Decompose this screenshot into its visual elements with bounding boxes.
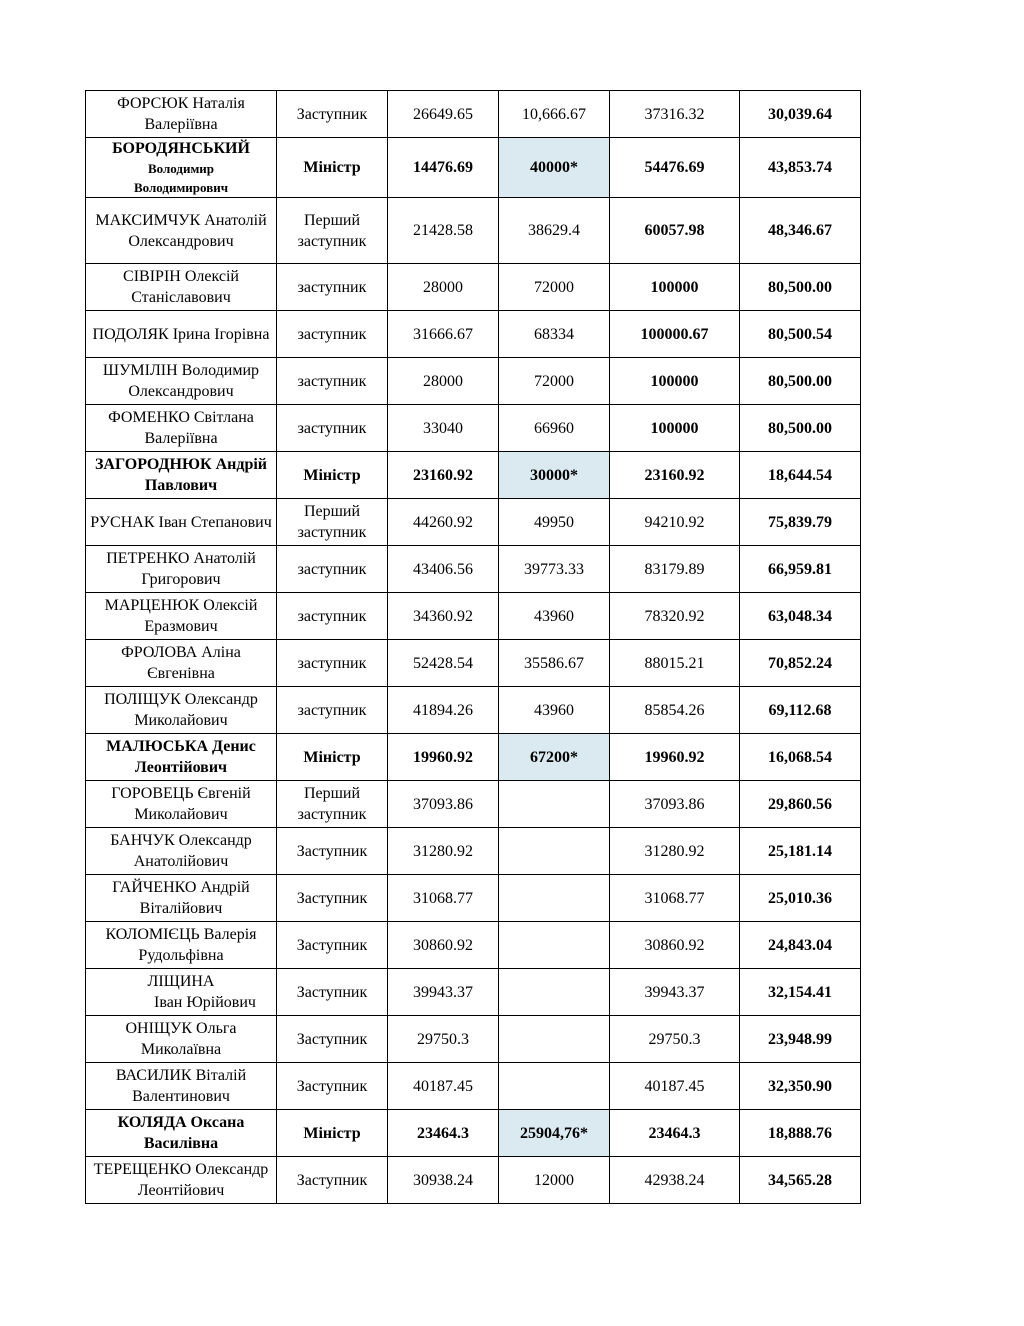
cell-value-2: 43960 <box>499 687 610 734</box>
cell-position: Перший заступник <box>277 781 388 828</box>
cell-position: заступник <box>277 546 388 593</box>
cell-name: КОЛЯДА Оксана Василівна <box>86 1110 277 1157</box>
table-row <box>86 922 861 969</box>
name-first: Володимир <box>147 161 215 176</box>
cell-value-4: 75,839.79 <box>740 499 861 546</box>
cell-value-2: 12000 <box>499 1157 610 1204</box>
cell-name: МАРЦЕНЮК Олексій Еразмович <box>86 593 277 640</box>
cell-position: заступник <box>277 593 388 640</box>
name-surname: ЛІЩИНА <box>147 973 215 990</box>
cell-value-1: 43406.56 <box>388 546 499 593</box>
cell-value-2: 38629.4 <box>499 198 610 264</box>
cell-value-2: 25904,76* <box>499 1110 610 1157</box>
cell-value-1: 30938.24 <box>388 1157 499 1204</box>
cell-value-3: 31280.92 <box>610 828 740 875</box>
name-surname: БОРОДЯНСЬКИЙ <box>112 140 250 157</box>
cell-value-3: 40187.45 <box>610 1063 740 1110</box>
cell-value-2: 40000* <box>499 138 610 198</box>
cell-value-1: 31280.92 <box>388 828 499 875</box>
table-row <box>86 546 861 593</box>
cell-value-2: 10,666.67 <box>499 91 610 138</box>
cell-value-1: 34360.92 <box>388 593 499 640</box>
cell-position: Міністр <box>277 138 388 198</box>
cell-value-2: 72000 <box>499 264 610 311</box>
cell-value-4: 29,860.56 <box>740 781 861 828</box>
cell-value-1: 28000 <box>388 264 499 311</box>
cell-name: РУСНАК Іван Степанович <box>86 499 277 546</box>
cell-value-3: 30860.92 <box>610 922 740 969</box>
cell-position: Перший заступник <box>277 499 388 546</box>
cell-value-1: 40187.45 <box>388 1063 499 1110</box>
cell-name: ЗАГОРОДНЮК Андрій Павлович <box>86 452 277 499</box>
cell-value-4: 25,010.36 <box>740 875 861 922</box>
cell-value-1: 19960.92 <box>388 734 499 781</box>
cell-name <box>86 969 277 1016</box>
cell-value-4: 48,346.67 <box>740 198 861 264</box>
name-given: Іван Юрійович <box>154 994 256 1011</box>
cell-value-2 <box>499 781 610 828</box>
cell-value-4: 43,853.74 <box>740 138 861 198</box>
cell-position: Заступник <box>277 875 388 922</box>
cell-value-3: 85854.26 <box>610 687 740 734</box>
cell-value-3: 83179.89 <box>610 546 740 593</box>
table-row <box>86 405 861 452</box>
cell-position: Заступник <box>277 969 388 1016</box>
cell-position: Заступник <box>277 1157 388 1204</box>
cell-name: ФОМЕНКО Світлана Валеріївна <box>86 405 277 452</box>
cell-value-1: 30860.92 <box>388 922 499 969</box>
cell-value-3: 100000 <box>610 264 740 311</box>
cell-position: Міністр <box>277 1110 388 1157</box>
cell-value-1: 41894.26 <box>388 687 499 734</box>
cell-position: Міністр <box>277 734 388 781</box>
cell-value-2 <box>499 828 610 875</box>
cell-name <box>86 138 277 198</box>
cell-value-2 <box>499 1016 610 1063</box>
cell-name: БАНЧУК Олександр Анатолійович <box>86 828 277 875</box>
cell-value-1: 39943.37 <box>388 969 499 1016</box>
cell-value-1: 26649.65 <box>388 91 499 138</box>
cell-name: МАЛЮСЬКА Денис Леонтійович <box>86 734 277 781</box>
cell-value-1: 23160.92 <box>388 452 499 499</box>
cell-position: заступник <box>277 311 388 358</box>
cell-value-2: 66960 <box>499 405 610 452</box>
table-row <box>86 358 861 405</box>
table-row <box>86 1016 861 1063</box>
cell-name: ФРОЛОВА Аліна Євгенівна <box>86 640 277 687</box>
cell-value-2: 68334 <box>499 311 610 358</box>
cell-value-4: 70,852.24 <box>740 640 861 687</box>
cell-value-4: 18,644.54 <box>740 452 861 499</box>
cell-value-3: 100000 <box>610 405 740 452</box>
cell-value-4: 66,959.81 <box>740 546 861 593</box>
cell-value-4: 69,112.68 <box>740 687 861 734</box>
cell-value-4: 80,500.00 <box>740 264 861 311</box>
cell-name: ФОРСЮК Наталія Валеріївна <box>86 91 277 138</box>
cell-value-3: 88015.21 <box>610 640 740 687</box>
cell-position: Заступник <box>277 1063 388 1110</box>
cell-position: Заступник <box>277 91 388 138</box>
cell-name: ШУМІЛІН Володимир Олександрович <box>86 358 277 405</box>
cell-position: Заступник <box>277 1016 388 1063</box>
cell-value-4: 18,888.76 <box>740 1110 861 1157</box>
table-row <box>86 875 861 922</box>
cell-value-2 <box>499 1063 610 1110</box>
table-row <box>86 198 861 264</box>
cell-value-1: 28000 <box>388 358 499 405</box>
cell-value-2: 39773.33 <box>499 546 610 593</box>
cell-value-2 <box>499 875 610 922</box>
cell-name: ВАСИЛИК Віталій Валентинович <box>86 1063 277 1110</box>
cell-value-2: 43960 <box>499 593 610 640</box>
cell-value-3: 100000 <box>610 358 740 405</box>
cell-value-3: 37093.86 <box>610 781 740 828</box>
cell-value-3: 29750.3 <box>610 1016 740 1063</box>
cell-value-2: 30000* <box>499 452 610 499</box>
cell-value-4: 32,350.90 <box>740 1063 861 1110</box>
cell-value-1: 37093.86 <box>388 781 499 828</box>
cell-value-1: 29750.3 <box>388 1016 499 1063</box>
cell-name: ТЕРЕЩЕНКО Олександр Леонтійович <box>86 1157 277 1204</box>
table-row <box>86 452 861 499</box>
table-row <box>86 499 861 546</box>
cell-value-3: 78320.92 <box>610 593 740 640</box>
cell-value-4: 23,948.99 <box>740 1016 861 1063</box>
cell-position: Заступник <box>277 828 388 875</box>
cell-value-4: 16,068.54 <box>740 734 861 781</box>
cell-value-3: 94210.92 <box>610 499 740 546</box>
cell-value-3: 23160.92 <box>610 452 740 499</box>
cell-value-3: 19960.92 <box>610 734 740 781</box>
cell-position: Перший заступник <box>277 198 388 264</box>
cell-value-2: 35586.67 <box>499 640 610 687</box>
cell-value-1: 44260.92 <box>388 499 499 546</box>
table-row <box>86 640 861 687</box>
table-row <box>86 1063 861 1110</box>
cell-name: МАКСИМЧУК Анатолій Олександрович <box>86 198 277 264</box>
cell-value-1: 23464.3 <box>388 1110 499 1157</box>
table-row <box>86 593 861 640</box>
table-row <box>86 138 861 198</box>
cell-position: заступник <box>277 358 388 405</box>
table-row <box>86 311 861 358</box>
cell-name: КОЛОМІЄЦЬ Валерія Рудольфівна <box>86 922 277 969</box>
cell-value-1: 33040 <box>388 405 499 452</box>
cell-value-2 <box>499 922 610 969</box>
cell-value-4: 25,181.14 <box>740 828 861 875</box>
cell-value-1: 14476.69 <box>388 138 499 198</box>
salary-table <box>85 90 861 1204</box>
cell-position: заступник <box>277 640 388 687</box>
cell-name: ПЕТРЕНКО Анатолій Григорович <box>86 546 277 593</box>
cell-name: ГАЙЧЕНКО Андрій Віталійович <box>86 875 277 922</box>
cell-value-1: 31068.77 <box>388 875 499 922</box>
cell-value-4: 34,565.28 <box>740 1157 861 1204</box>
table-row <box>86 1110 861 1157</box>
cell-value-4: 80,500.54 <box>740 311 861 358</box>
cell-value-3: 54476.69 <box>610 138 740 198</box>
cell-value-4: 32,154.41 <box>740 969 861 1016</box>
cell-value-2 <box>499 969 610 1016</box>
cell-value-1: 52428.54 <box>388 640 499 687</box>
cell-position: Міністр <box>277 452 388 499</box>
cell-name: ПОДОЛЯК Ірина Ігорівна <box>86 311 277 358</box>
cell-name: ОНІЩУК Ольга Миколаївна <box>86 1016 277 1063</box>
cell-name: ПОЛІЩУК Олександр Миколайович <box>86 687 277 734</box>
cell-position: заступник <box>277 405 388 452</box>
cell-value-2: 72000 <box>499 358 610 405</box>
table-row <box>86 781 861 828</box>
cell-value-3: 42938.24 <box>610 1157 740 1204</box>
cell-position: Заступник <box>277 922 388 969</box>
table-row <box>86 1157 861 1204</box>
cell-value-2: 49950 <box>499 499 610 546</box>
cell-value-4: 63,048.34 <box>740 593 861 640</box>
table-row <box>86 969 861 1016</box>
cell-value-4: 80,500.00 <box>740 405 861 452</box>
cell-value-4: 80,500.00 <box>740 358 861 405</box>
cell-value-1: 31666.67 <box>388 311 499 358</box>
cell-value-3: 100000.67 <box>610 311 740 358</box>
cell-position: заступник <box>277 264 388 311</box>
table-row <box>86 687 861 734</box>
cell-value-3: 37316.32 <box>610 91 740 138</box>
cell-value-3: 23464.3 <box>610 1110 740 1157</box>
cell-value-4: 30,039.64 <box>740 91 861 138</box>
cell-value-2: 67200* <box>499 734 610 781</box>
cell-value-1: 21428.58 <box>388 198 499 264</box>
cell-value-3: 60057.98 <box>610 198 740 264</box>
cell-name: СІВІРІН Олексій Станіславович <box>86 264 277 311</box>
cell-name: ГОРОВЕЦЬ Євгеній Миколайович <box>86 781 277 828</box>
cell-value-3: 39943.37 <box>610 969 740 1016</box>
table-row <box>86 828 861 875</box>
table-row <box>86 264 861 311</box>
table-row <box>86 734 861 781</box>
cell-position: заступник <box>277 687 388 734</box>
cell-value-4: 24,843.04 <box>740 922 861 969</box>
name-patronymic: Володимирович <box>133 180 229 195</box>
cell-value-3: 31068.77 <box>610 875 740 922</box>
table-row <box>86 91 861 138</box>
